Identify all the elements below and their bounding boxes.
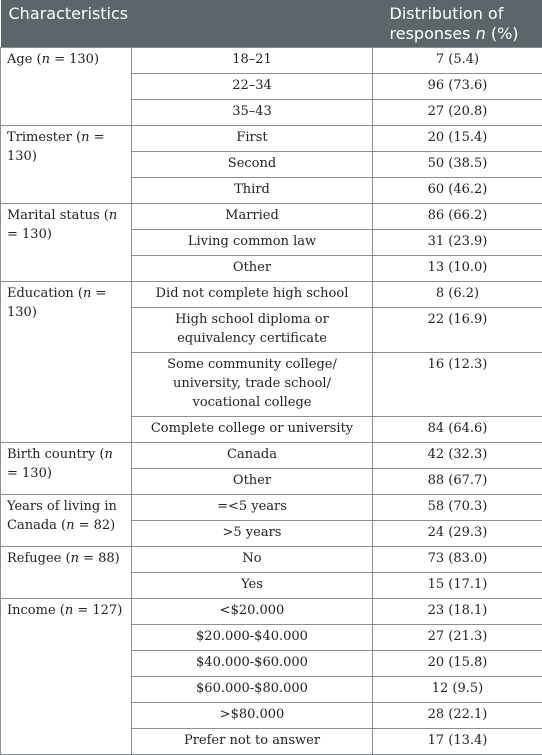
table-row [1,547,542,573]
category-cell: 35–43 [132,100,373,126]
distribution-value-cell: 27 (20.8) [373,100,542,126]
table-row [1,282,542,308]
table-row [1,48,542,74]
table-row [1,443,542,469]
category-cell: Second [132,152,373,178]
sample-size-value: = 130) [7,227,52,242]
table-body [1,48,542,755]
sample-size-symbol: n [83,286,91,301]
category-cell: $40.000-$60.000 [132,651,373,677]
characteristic-cell [1,282,132,443]
category-cell: Living common law [132,230,373,256]
category-cell: 18–21 [132,48,373,74]
category-cell: >5 years [132,521,373,547]
table-row [1,599,542,625]
distribution-value-cell: 42 (32.3) [373,443,542,469]
category-cell: Did not complete high school [132,282,373,308]
category-cell: Prefer not to answer [132,729,373,755]
distribution-value-cell: 84 (64.6) [373,417,542,443]
distribution-value-cell: 20 (15.8) [373,651,542,677]
characteristic-cell [1,599,132,755]
characteristic-cell [1,495,132,547]
category-cell: High school diploma or equivalency certificate [132,308,373,353]
header-distribution [373,0,542,48]
sample-size-symbol: n [105,447,113,462]
sample-size-value: = 130) [50,52,99,67]
category-cell: Complete college or university [132,417,373,443]
sample-size-symbol: n [81,130,89,145]
category-cell: Yes [132,573,373,599]
distribution-value-cell: 12 (9.5) [373,677,542,703]
characteristic-cell [1,126,132,204]
distribution-value-cell: 27 (21.3) [373,625,542,651]
characteristic-cell [1,48,132,126]
category-cell: Some community college/ university, trade school/ vocational college [132,353,373,417]
category-cell: Other [132,469,373,495]
characteristic-label: Years of living in Canada ( [7,499,117,533]
characteristic-cell [1,547,132,599]
distribution-value-cell: 22 (16.9) [373,308,542,353]
distribution-value-cell: 7 (5.4) [373,48,542,74]
distribution-value-cell: 86 (66.2) [373,204,542,230]
category-cell: First [132,126,373,152]
sample-size-symbol: n [66,518,74,533]
characteristic-label: Age ( [7,52,42,67]
header-distribution-label: Distribution of responses [390,4,504,43]
category-cell: =<5 years [132,495,373,521]
distribution-value-cell: 8 (6.2) [373,282,542,308]
table-row [1,126,542,152]
distribution-value-cell: 17 (13.4) [373,729,542,755]
characteristic-label: Education ( [7,286,83,301]
distribution-value-cell: 88 (67.7) [373,469,542,495]
distribution-value-cell: 50 (38.5) [373,152,542,178]
distribution-value-cell: 16 (12.3) [373,353,542,417]
characteristic-label: Trimester ( [7,130,81,145]
distribution-value-cell: 23 (18.1) [373,599,542,625]
category-cell: Other [132,256,373,282]
characteristic-label: Marital status ( [7,208,109,223]
category-cell: $20.000-$40.000 [132,625,373,651]
distribution-value-cell: 60 (46.2) [373,178,542,204]
characteristic-cell [1,204,132,282]
distribution-value-cell: 13 (10.0) [373,256,542,282]
category-cell: $60.000-$80.000 [132,677,373,703]
table-row [1,495,542,521]
distribution-value-cell: 96 (73.6) [373,74,542,100]
sample-size-value: = 130) [7,130,104,164]
sample-size-value: = 130) [7,286,106,320]
distribution-value-cell: 20 (15.4) [373,126,542,152]
characteristic-cell [1,443,132,495]
sample-size-value: = 82) [74,518,115,533]
header-n-symbol: n [476,24,486,43]
characteristic-label: Refugee ( [7,551,71,566]
distribution-value-cell: 28 (22.1) [373,703,542,729]
sample-size-symbol: n [65,603,73,618]
distribution-value-cell: 31 (23.9) [373,230,542,256]
header-characteristics-label: Characteristics [9,4,129,23]
sample-size-symbol: n [109,208,117,223]
distribution-value-cell: 58 (70.3) [373,495,542,521]
table-row [1,204,542,230]
sample-size-value: = 127) [73,603,122,618]
category-cell: Canada [132,443,373,469]
category-cell: No [132,547,373,573]
category-cell: <$20.000 [132,599,373,625]
characteristic-label: Birth country ( [7,447,105,462]
category-cell: Married [132,204,373,230]
sample-size-symbol: n [42,52,50,67]
sample-size-value: = 88) [79,551,120,566]
distribution-value-cell: 73 (83.0) [373,547,542,573]
sample-size-symbol: n [71,551,79,566]
distribution-value-cell: 24 (29.3) [373,521,542,547]
header-percent-label: (%) [486,24,519,43]
sample-size-value: = 130) [7,466,52,481]
category-cell: Third [132,178,373,204]
category-cell: >$80.000 [132,703,373,729]
category-cell: 22–34 [132,74,373,100]
characteristic-label: Income ( [7,603,65,618]
header-characteristics [1,0,373,48]
distribution-value-cell: 15 (17.1) [373,573,542,599]
table-header-row [1,0,542,48]
